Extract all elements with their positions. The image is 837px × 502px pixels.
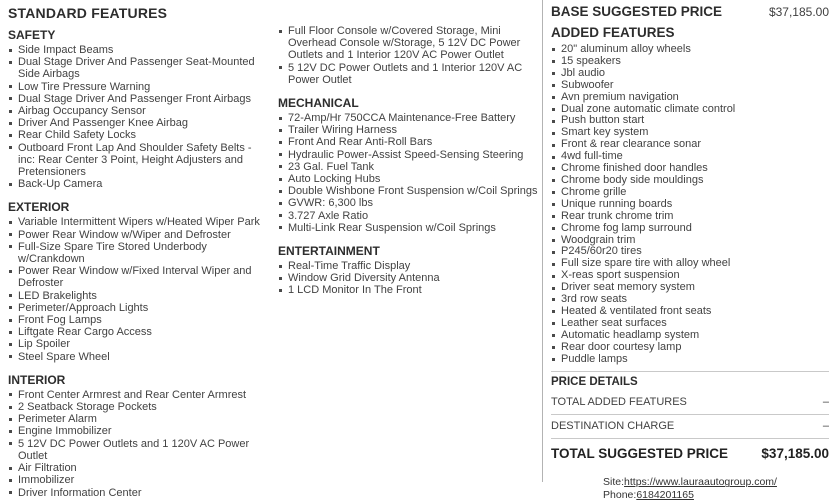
feature-item: 1 LCD Monitor In The Front	[278, 284, 538, 296]
feature-item: Outboard Front Lap And Shoulder Safety Belts -inc: Rear Center 3 Point, Height Adjusters and Pretensioners	[8, 142, 268, 179]
added-feature-item: Chrome body side mouldings	[551, 175, 829, 187]
interior-heading: INTERIOR	[8, 372, 66, 387]
feature-item: Real-Time Traffic Display	[278, 260, 538, 272]
safety-heading: SAFETY	[8, 28, 56, 42]
feature-item: Air Filtration	[8, 462, 268, 474]
feature-item: Lip Spoiler	[8, 338, 268, 350]
feature-item: Dual Stage Driver And Passenger Front Airbags	[8, 93, 268, 105]
feature-item: Liftgate Rear Cargo Access	[8, 326, 268, 338]
price-panel	[542, 0, 837, 502]
feature-item: Full-Size Spare Tire Stored Underbody w/Crankdown	[8, 241, 268, 265]
feature-item: Perimeter/Approach Lights	[8, 302, 268, 314]
feature-item: LED Brakelights	[8, 290, 268, 302]
added-feature-item: 15 speakers	[551, 56, 829, 68]
feature-item: 3.727 Axle Ratio	[278, 210, 538, 222]
phone-label: Phone:	[603, 489, 637, 502]
added-feature-item: 20" aluminum alloy wheels	[551, 44, 829, 56]
feature-item: 23 Gal. Fuel Tank	[278, 161, 538, 173]
feature-item: Hydraulic Power-Assist Speed-Sensing Steering	[278, 149, 538, 161]
destination-charge-value: –	[822, 420, 829, 433]
added-feature-item: Smart key system	[551, 127, 829, 139]
added-feature-item: Chrome grille	[551, 187, 829, 199]
safety-list	[8, 44, 268, 190]
price-row-destination-charge	[551, 418, 829, 435]
feature-item: Dual Stage Driver And Passenger Seat-Mounted Side Airbags	[8, 56, 268, 80]
feature-item: Power Rear Window w/Fixed Interval Wiper and Defroster	[8, 265, 268, 289]
base-price-label: BASE SUGGESTED PRICE	[551, 4, 723, 19]
exterior-heading: EXTERIOR	[8, 200, 70, 215]
feature-item: 5 12V DC Power Outlets and 1 Interior 120V AC Power Outlet	[278, 62, 538, 86]
destination-charge-label: DESTINATION CHARGE	[551, 420, 675, 433]
added-feature-item: Avn premium navigation	[551, 92, 829, 104]
feature-item: Front And Rear Anti-Roll Bars	[278, 136, 538, 148]
added-feature-item: Chrome finished door handles	[551, 163, 829, 175]
added-feature-item: Rear door courtesy lamp	[551, 342, 829, 354]
added-feature-item: Dual zone automatic climate control	[551, 104, 829, 116]
section-exterior	[8, 200, 268, 362]
price-details-heading: PRICE DETAILS	[551, 376, 638, 389]
feature-item: GVWR: 6,300 lbs	[278, 197, 538, 209]
standard-features-title: STANDARD FEATURES	[8, 5, 168, 21]
total-added-features-label: TOTAL ADDED FEATURES	[551, 396, 687, 409]
section-mechanical	[278, 96, 538, 234]
feature-item: Variable Intermittent Wipers w/Heated Wiper Park	[8, 216, 268, 228]
divider	[551, 371, 829, 372]
total-suggested-price-value: $37,185.00	[761, 446, 829, 462]
divider	[551, 414, 829, 415]
section-interior-continued	[278, 25, 538, 86]
feature-item: Airbag Occupancy Sensor	[8, 105, 268, 117]
feature-item: Window Grid Diversity Antenna	[278, 272, 538, 284]
total-suggested-price-label: TOTAL SUGGESTED PRICE	[551, 446, 729, 462]
feature-item: Trailer Wiring Harness	[278, 124, 538, 136]
exterior-list	[8, 216, 268, 362]
added-feature-item: Front & rear clearance sonar	[551, 139, 829, 151]
feature-item: Multi-Link Rear Suspension w/Coil Springs	[278, 222, 538, 234]
site-line	[603, 476, 777, 489]
divider	[551, 438, 829, 439]
added-feature-item: 4wd full-time	[551, 151, 829, 163]
section-safety	[8, 28, 268, 190]
feature-item: Back-Up Camera	[8, 178, 268, 190]
added-feature-item: P245/60r20 tires	[551, 246, 829, 258]
added-feature-item: Leather seat surfaces	[551, 318, 829, 330]
feature-item: Driver Information Center	[8, 487, 268, 499]
dealer-footer	[603, 476, 777, 502]
added-feature-item: 3rd row seats	[551, 294, 829, 306]
total-added-features-value: –	[822, 396, 829, 409]
added-feature-item: X-reas sport suspension	[551, 270, 829, 282]
added-feature-item: Unique running boards	[551, 199, 829, 211]
mechanical-list	[278, 112, 538, 234]
section-entertainment	[278, 244, 538, 297]
feature-item: 5 12V DC Power Outlets and 1 120V AC Power Outlet	[8, 438, 268, 462]
feature-item: 72-Amp/Hr 750CCA Maintenance-Free Battery	[278, 112, 538, 124]
feature-item: Perimeter Alarm	[8, 413, 268, 425]
base-price-row	[551, 4, 829, 19]
added-features-list	[551, 44, 829, 365]
feature-item: Full Floor Console w/Covered Storage, Mini Overhead Console w/Storage, 5 12V DC Power Outlets and 1 Interior 120V AC Power Outlet	[278, 25, 538, 62]
added-feature-item: Puddle lamps	[551, 354, 829, 366]
feature-item: Front Fog Lamps	[8, 314, 268, 326]
feature-item: Side Impact Beams	[8, 44, 268, 56]
base-price-value: $37,185.00	[768, 5, 829, 19]
added-feature-item: Push button start	[551, 115, 829, 127]
mechanical-heading: MECHANICAL	[278, 96, 359, 111]
price-row-total-suggested-price	[551, 442, 829, 464]
feature-item: Rear Child Safety Locks	[8, 129, 268, 141]
feature-item: Immobilizer	[8, 474, 268, 486]
feature-item: Power Rear Window w/Wiper and Defroster	[8, 229, 268, 241]
added-feature-item: Automatic headlamp system	[551, 330, 829, 342]
added-feature-item: Rear trunk chrome trim	[551, 211, 829, 223]
added-feature-item: Chrome fog lamp surround	[551, 223, 829, 235]
added-features-heading: ADDED FEATURES	[551, 25, 675, 40]
feature-item: Steel Spare Wheel	[8, 351, 268, 363]
phone-link[interactable]: 6184201165	[636, 489, 694, 502]
feature-item: 2 Seatback Storage Pockets	[8, 401, 268, 413]
site-link[interactable]: https://www.lauraautogroup.com/	[624, 476, 777, 489]
feature-item: Engine Immobilizer	[8, 425, 268, 437]
feature-item: Front Center Armrest and Rear Center Armrest	[8, 389, 268, 401]
price-row-total-added-features	[551, 394, 829, 411]
added-feature-item: Driver seat memory system	[551, 282, 829, 294]
feature-item: Low Tire Pressure Warning	[8, 81, 268, 93]
added-feature-item: Heated & ventilated front seats	[551, 306, 829, 318]
added-feature-item: Woodgrain trim	[551, 235, 829, 247]
interior-list	[8, 389, 268, 499]
site-label: Site:	[603, 476, 625, 489]
feature-item: Double Wishbone Front Suspension w/Coil Springs	[278, 185, 538, 197]
interior-continued-list	[278, 25, 538, 86]
added-feature-item: Jbl audio	[551, 68, 829, 80]
added-feature-item: Full size spare tire with alloy wheel	[551, 258, 829, 270]
feature-item: Driver And Passenger Knee Airbag	[8, 117, 268, 129]
standard-features-column-2	[272, 0, 542, 482]
phone-line	[603, 489, 777, 502]
entertainment-list	[278, 260, 538, 297]
feature-item: Auto Locking Hubs	[278, 173, 538, 185]
standard-features-column	[0, 0, 272, 499]
section-interior	[8, 373, 268, 499]
added-feature-item: Subwoofer	[551, 80, 829, 92]
entertainment-heading: ENTERTAINMENT	[278, 244, 380, 259]
